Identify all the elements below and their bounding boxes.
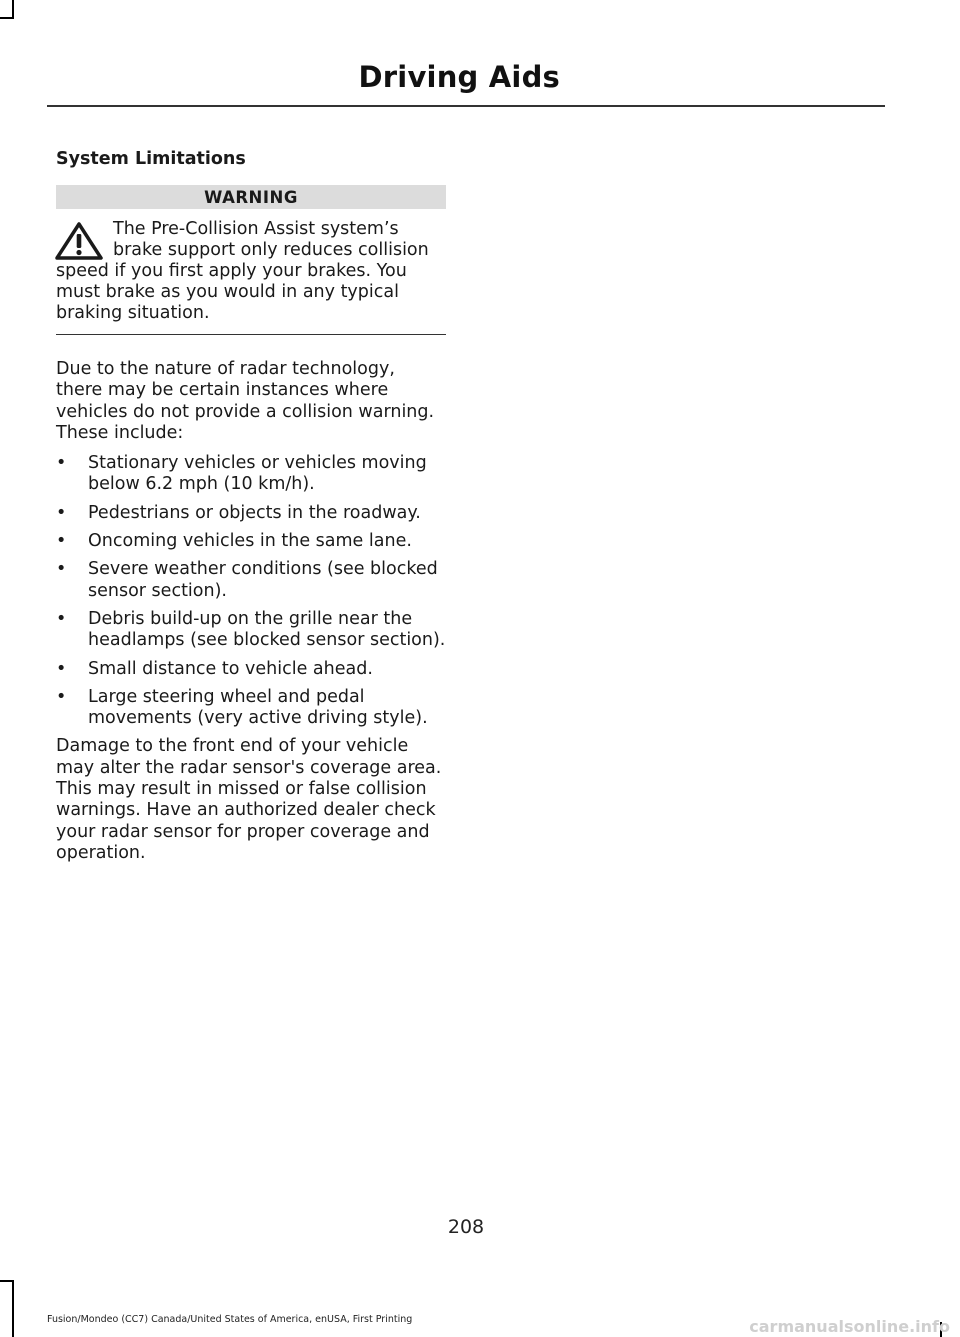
list-item-text: Oncoming vehicles in the same lane.: [88, 531, 412, 552]
list-item-text: Pedestrians or objects in the roadway.: [88, 502, 421, 523]
crop-mark-top-left-h: [0, 17, 14, 19]
bullet-symbol: •: [56, 608, 67, 629]
crop-mark-bottom-left-h: [0, 1280, 14, 1282]
list-item: [56, 559, 446, 602]
list-item-text: Severe weather conditions (see blocked sensor section).: [88, 559, 438, 601]
list-item: [56, 503, 446, 524]
header-rule: [47, 105, 885, 107]
warning-text: The Pre-Collision Assist system’s brake support only reduces collision speed if you first apply your brakes. You must brake as you would in any typical braking situation.: [56, 219, 429, 323]
warning-triangle-icon: [54, 221, 104, 261]
bullet-symbol: •: [56, 531, 67, 552]
warning-label: WARNING: [56, 185, 446, 209]
intro-paragraph: Due to the nature of radar technology, there may be certain instances where vehicles do not provide a collision warning. These include:: [56, 359, 435, 443]
page-number: 208: [447, 1216, 485, 1238]
list-item: [56, 453, 446, 496]
section-heading: System Limitations: [56, 149, 246, 169]
bullet-symbol: •: [56, 658, 67, 679]
list-item-text: Large steering wheel and pedal movements (very active driving style).: [88, 686, 428, 729]
closing-paragraph: Damage to the front end of your vehicle may alter the radar sensor's coverage area. This may result in missed or false collision warnings. Have an authorized dealer check your radar sensor for proper coverage and operation.: [56, 736, 442, 863]
list-item-text: Debris build-up on the grille near the headlamps (see blocked sensor section).: [88, 608, 446, 651]
content-column: [56, 146, 446, 864]
page-header-title: Driving Aids: [358, 60, 560, 94]
warning-bottom-rule: [56, 334, 446, 335]
list-item-text: Stationary vehicles or vehicles moving below 6.2 mph (10 km/h).: [88, 453, 427, 495]
list-item: [56, 687, 446, 730]
bullet-symbol: •: [56, 686, 67, 707]
crop-mark-top-left-v: [12, 0, 14, 18]
crop-mark-bottom-left-v: [12, 1280, 14, 1337]
watermark: carmanualsonline.info: [749, 1317, 950, 1336]
list-item: [56, 609, 446, 652]
warning-box: [56, 219, 446, 324]
edition-footer: Fusion/Mondeo (CC7) Canada/United States of America, enUSA, First Printing: [47, 1314, 413, 1325]
list-item: [56, 659, 446, 680]
list-item-text: Small distance to vehicle ahead.: [88, 658, 373, 679]
bullet-symbol: •: [56, 453, 67, 474]
bullet-symbol: •: [56, 502, 67, 523]
list-item: [56, 531, 446, 552]
limitations-list: [56, 453, 446, 729]
bullet-symbol: •: [56, 559, 67, 580]
